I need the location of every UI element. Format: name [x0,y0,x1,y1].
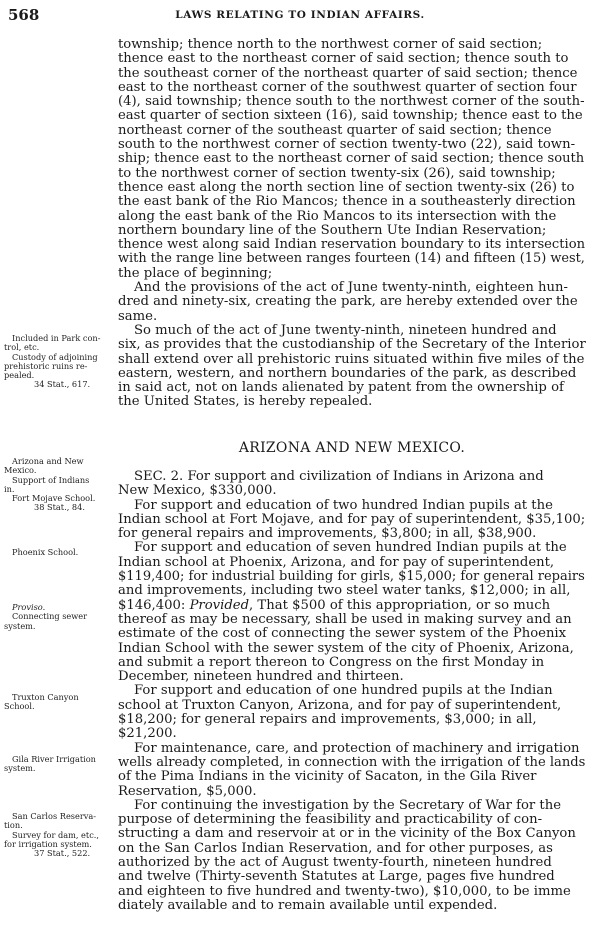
margin-line: 38 Stat., 84. [34,502,85,513]
text-line: and improvements, including two steel water tanks, $12,000; in all, [118,583,571,599]
margin-line: Survey for dam, etc., [12,829,99,840]
margin-line: Support of Indians [12,474,90,485]
margin-note-gila [4,755,116,774]
text-line: same. [118,308,158,324]
text-line: For continuing the investigation by the Secretary of War for the [134,797,562,813]
text-line: structing a dam and reservoir at or in the vicinity of the Box Canyon [118,826,576,842]
margin-line: for irrigation system. [4,838,92,849]
text-line: township; thence north to the northwest corner of said section; [118,37,543,52]
section-heading: ARIZONA AND NEW MEXICO. [238,440,466,456]
margin-line: Proviso. [12,602,46,612]
page-number: 568 [8,6,40,24]
text-line: thence west along said Indian reservation boundary to its intersection [118,237,586,253]
text-line: December, nineteen hundred and thirteen. [118,669,404,685]
text-line: SEC. 2. For support and civilization of Indians in Arizona and [134,469,544,484]
text-line: northeast corner of the southeast quarter of said section; thence [118,122,552,138]
margin-line: Custody of adjoining [12,351,98,362]
text-line: thence east along the north section line of section twenty-six (26) to [118,179,575,195]
text-line: the United States, is hereby repealed. [118,394,373,410]
margin-line: Connecting sewer [12,611,88,622]
margin-line: in. [4,483,15,494]
text-line: in said act, not on lands alienated by patent from the ownership of [118,380,564,396]
text-line: $146,400: Provided, That $500 of this appropriation, or so much [118,597,551,613]
text-line: ship; thence east to the northeast corner of said section; thence south [118,151,585,167]
margin-notes [4,0,116,938]
text-line: east quarter of section sixteen (16), said township; thence east to the [118,108,583,124]
text-line: estimate of the cost of connecting the sewer system of the Phoenix [118,626,567,642]
margin-note-proviso [4,603,116,631]
text-block-2 [118,470,586,913]
text-line: diately available and to remain available until expended. [118,897,498,913]
text-line: school at Truxton Canyon, Arizona, and for pay of superintendent, [118,697,562,713]
text-line: Reservation, $5,000. [118,783,257,799]
running-title: LAWS RELATING TO INDIAN AFFAIRS. [175,9,425,21]
text-line: wells already completed, in connection with the irrigation of the lands [118,754,586,770]
text-line: And the provisions of the act of June twenty-ninth, eighteen hun- [134,280,568,296]
text-block-1 [118,38,586,410]
margin-line: 34 Stat., 617. [34,379,91,390]
text-line: six, as provides that the custodianship of the Secretary of the Interior [118,337,586,353]
margin-line: prehistoric ruins re- [4,360,88,371]
margin-line: pealed. [4,370,35,381]
margin-line: Phoenix School. [12,547,79,557]
margin-line: system. [4,763,36,774]
text-line: So much of the act of June twenty-ninth, nineteen hundred and [134,322,557,338]
margin-line: trol, etc. [4,342,40,353]
margin-note-park [4,334,116,390]
text-line: Indian school at Phoenix, Arizona, and for pay of superintendent, [118,554,555,570]
margin-note-phoenix [4,548,116,557]
margin-note-san-carlos [4,812,116,858]
text-line: eastern, western, and northern boundaries of the park, as described [118,365,577,381]
text-line: the place of beginning; [118,265,273,281]
text-line: For maintenance, care, and protection of machinery and irrigation [134,740,580,756]
text-line: thereof as may be necessary, shall be used in making survey and an [118,611,572,627]
text-line: the east bank of the Rio Mancos; thence in a southeasterly direction [118,194,576,210]
text-line: and submit a report thereon to Congress on the first Monday in [118,654,545,670]
text-line: on the San Carlos Indian Reservation, and for other purposes, as [118,840,553,856]
text-line: (4), said township; thence south to the northwest corner of the south- [118,94,585,110]
text-line: purpose of determining the feasibility and practicability of con- [118,812,543,828]
margin-line: system. [4,620,36,631]
text-line: thence east to the northeast corner of said section; thence south to [118,51,569,67]
text-line: $21,200. [118,726,177,742]
margin-note-arizona [4,457,116,513]
margin-line: Mexico. [4,465,37,476]
text-line: For support and education of seven hundred Indian pupils at the [134,540,567,556]
margin-line: Included in Park con- [12,333,101,343]
margin-line: tion. [4,820,23,831]
margin-line: Truxton Canyon [12,692,79,702]
text-line: $119,400; for industrial building for girls, $15,000; for general repairs [118,569,585,585]
text-line: authorized by the act of August twenty-fourth, nineteen hundred [118,855,552,871]
text-line: and twelve (Thirty-seventh Statutes at Large, pages five hundred [118,869,555,885]
text-line: to the northwest corner of section twenty-six (26), said township; [118,165,556,181]
margin-line: School. [4,701,35,712]
margin-line: Gila River Irrigation [12,754,96,764]
text-line: New Mexico, $330,000. [118,483,277,499]
text-line: for general repairs and improvements, $3,800; in all, $38,900. [118,526,537,542]
text-line: of the Pima Indians in the vicinity of Sacaton, in the Gila River [118,769,537,785]
text-line: dred and ninety-six, creating the park, are hereby extended over the [118,294,578,310]
margin-note-truxton [4,693,116,712]
text-line: $18,200; for general repairs and improvements, $3,000; in all, [118,712,537,728]
text-line: along the east bank of the Rio Mancos to its intersection with the [118,208,557,224]
text-line: Indian school at Fort Mojave, and for pay of superintendent, $35,100; [118,511,586,527]
text-line: east to the northeast corner of the southwest quarter of section four [118,79,577,95]
text-line: Indian School with the sewer system of the city of Phoenix, Arizona, [118,640,574,656]
margin-line: Arizona and New [12,456,84,466]
text-line: the southeast corner of the northeast quarter of said section; thence [118,65,578,81]
text-line: with the range line between ranges fourteen (14) and fifteen (15) west, [118,251,585,267]
text-line: For support and education of one hundred pupils at the Indian [134,683,553,699]
margin-line: Fort Mojave School. [12,493,96,504]
margin-line: 37 Stat., 522. [34,848,91,859]
text-line: south to the northwest corner of section twenty-two (22), said town- [118,137,576,153]
text-line: northern boundary line of the Southern Ute Indian Reservation; [118,222,547,238]
margin-line: San Carlos Reserva- [12,811,97,821]
text-line: For support and education of two hundred Indian pupils at the [134,497,553,513]
text-line: and eighteen to five hundred and twenty-two), $10,000, to be imme [118,883,571,899]
text-line: shall extend over all prehistoric ruins situated within five miles of the [118,351,585,367]
